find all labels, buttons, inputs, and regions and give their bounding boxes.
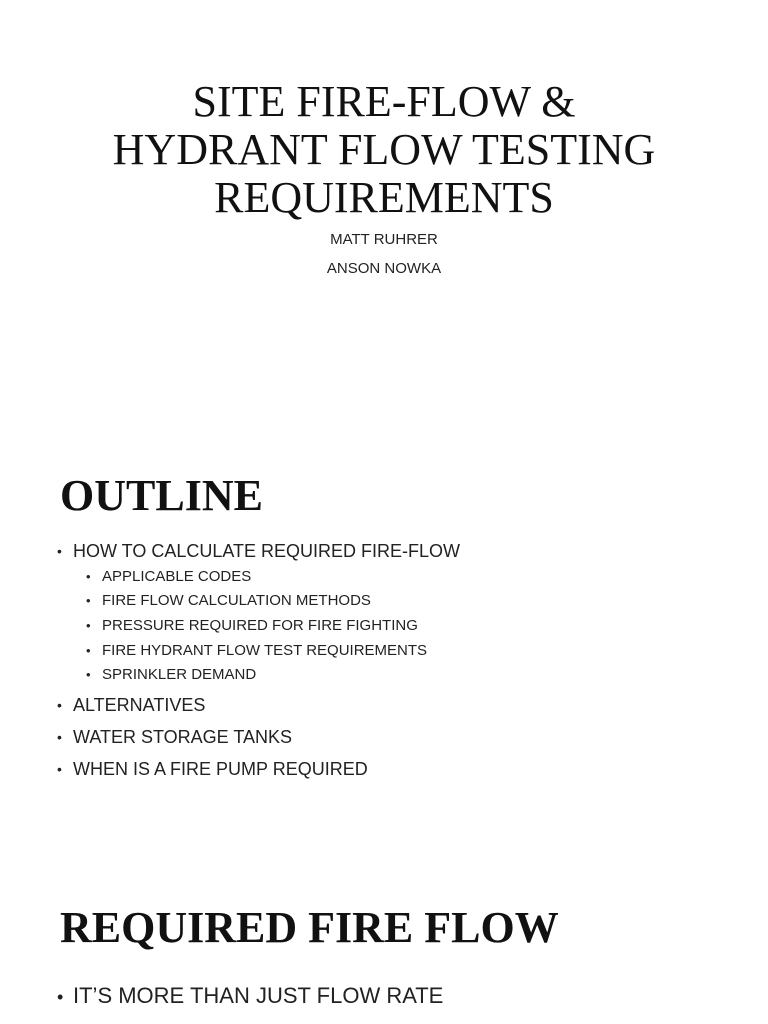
- outline-subitem: • FIRE HYDRANT FLOW TEST REQUIREMENTS: [86, 641, 460, 661]
- title-slide: [0, 0, 768, 430]
- required-fire-flow-slide: [0, 880, 768, 1024]
- required-fire-flow-list: [57, 982, 443, 1010]
- outline-item-label: HOW TO CALCULATE REQUIRED FIRE-FLOW: [73, 541, 461, 561]
- presentation-title: [0, 78, 768, 222]
- required-fire-flow-item: • IT’S MORE THAN JUST FLOW RATE: [57, 982, 443, 1010]
- title-line: REQUIREMENTS: [214, 173, 554, 222]
- author-name: MATT RUHRER: [330, 231, 438, 248]
- outline-subitem: • FIRE FLOW CALCULATION METHODS: [86, 591, 460, 611]
- outline-subitem: • PRESSURE REQUIRED FOR FIRE FIGHTING: [86, 616, 460, 636]
- title-line: SITE FIRE-FLOW &: [192, 77, 576, 126]
- outline-subitem: • SPRINKLER DEMAND: [86, 665, 460, 685]
- author-name: ANSON NOWKA: [326, 260, 442, 277]
- outline-slide: [0, 440, 768, 860]
- outline-item: • WATER STORAGE TANKS: [57, 726, 460, 748]
- title-line: HYDRANT FLOW TESTING: [112, 125, 656, 174]
- outline-subitem: • APPLICABLE CODES: [86, 567, 460, 587]
- outline-heading: OUTLINE: [60, 471, 263, 520]
- outline-item: • WHEN IS A FIRE PUMP REQUIRED: [57, 758, 460, 780]
- required-fire-flow-heading: REQUIRED FIRE FLOW: [60, 903, 559, 952]
- outline-item: [57, 540, 460, 562]
- outline-item: • ALTERNATIVES: [57, 694, 460, 716]
- author-list: [0, 230, 768, 288]
- outline-list: [57, 540, 460, 780]
